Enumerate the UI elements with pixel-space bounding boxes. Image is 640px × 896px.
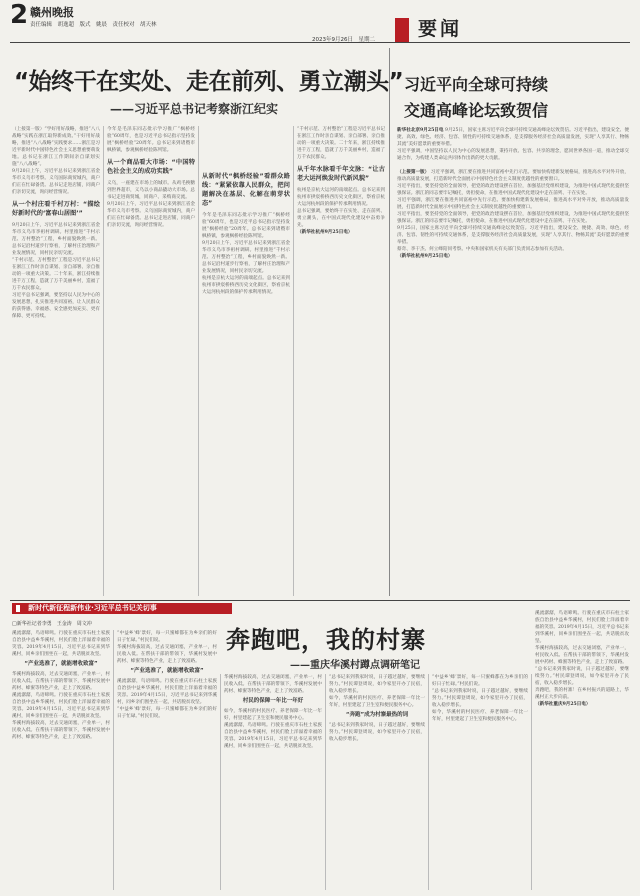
bottom-subhead-4: “奔跑”成为村寨最热的词: [345, 712, 409, 718]
bottom-body-1c: 溪流潺潺，鸟语啼鸣。行驶在重庆市石柱土家族自治县中益乡华溪村，村民们脸上洋溢着幸福的笑容。2019年4月15日，习近平总书记来到华溪村，同乡亲们围坐在一起，共话脱贫攻坚。: [117, 679, 217, 705]
page-number: 2: [10, 0, 29, 30]
right-body-3b: 习近平强调，浙江要在推进共同富裕中先行示范。要加快构建新发展格局，推进高水平对外开放，推动高质量发展，打造新时代全面展示中国特色社会主义制度优越性的重要窗口。: [397, 198, 629, 210]
bottom-body-2c: 华溪村海拔较高，过去交通闭塞，产业单一，村民收入低。在帮扶干部的带领下，华溪村发展中药材、蜂蜜等特色产业，走上了致富路。: [117, 645, 217, 664]
bottom-body-2e: 华溪村海拔较高，过去交通闭塞，产业单一，村民收入低。在帮扶干部的带领下，华溪村发展中药材、蜂蜜等特色产业，走上了致富路。: [535, 646, 629, 665]
lead-subhead-3: 从一个商品看大市场：“中国特色社会主义的成功实践”: [107, 159, 195, 175]
lead-credit: （新华社杭州9月25日电）: [297, 230, 353, 235]
bottom-body-3b: “中益乡‘蜂’景好，每一只蜜蜂都在为乡亲们的好日子忙碌。”村民们说。: [117, 707, 217, 719]
bottom-subtitle: ——重庆华溪村蹲点调研笔记: [290, 660, 420, 671]
lead-subtitle: ——习近平总书记考察浙江纪实: [110, 102, 279, 116]
lead-subhead-4: 从千年水脉看千年文脉：“让古老大运河焕发时代新风貌”: [297, 166, 385, 182]
right-credit: （新华社杭州9月25日电）: [397, 254, 453, 259]
right-headline-1: 习近平向全球可持续: [404, 75, 549, 94]
bottom-column-3: [224, 674, 322, 890]
editors-line: 责任编辑 胡逸超 版式 姚晨 责任校对 胡天林: [30, 22, 157, 28]
lead-body-6: 今年是毛泽东同志批示学习推广“枫桥经验”60周年，也是习近平总书记指示坚持发展“枫桥经验”20周年。总书记来到诸暨市枫桥镇，参观枫桥经验陈列馆。: [107, 127, 195, 153]
bottom-body-5: “总书记来到我家时说，日子越过越好，要继续努力。”村民谭登周说，如今家里开办了民宿，收入稳步增长。: [329, 675, 425, 694]
bottom-column-6: [535, 610, 629, 890]
right-story-body: [397, 127, 629, 595]
banner-mark: [16, 605, 20, 612]
bottom-column-4: [329, 674, 425, 890]
paper-name-logo: 赣州晚报: [30, 6, 74, 19]
lead-body-2: 9月20日上午，习近平总书记来到浙江省金华市义乌市考察。义乌国际商贸城内，商户们正在忙碌备货。总书记走进店铺，同商户们亲切交流，询问经营情况。: [12, 169, 100, 195]
right-body-1: 9月25日，国家主席习近平向全球可持续交通高峰论坛致贺信。习近平指出，建设安全、便捷、高效、绿色、经济、包容、韧性的可持续交通体系，是支撑服务经济社会高质量发展，实现“人享其行、物畅其流”美好愿景的重要举措。: [397, 128, 629, 147]
bottom-body-6: 奔跑吧，我的村寨！在乡村振兴的道路上，华溪村正大步向前。: [535, 688, 629, 700]
bottom-credit: （新华社重庆9月25日电）: [535, 702, 591, 707]
lead-column-4: [297, 126, 385, 596]
right-dateline: 新华社北京9月25日电: [397, 128, 444, 133]
bottom-divider: [10, 600, 630, 601]
lead-body-3b: 9月20日上午，习近平总书记来到浙江省金华市义乌市李祖村调研。村里推进“千村示范、万村整治”工程，乡村面貌焕然一新。总书记沿村道步行察看，了解村庄治理和产业发展情况，同村民亲切交流。: [202, 241, 290, 274]
bottom-body-5d: “总书记来到我家时说，日子越过越好，要继续努力。”村民谭登周说，如今家里开办了民宿，收入稳步增长。: [535, 667, 629, 686]
bottom-byline: □新华社记者李勇 王金涛 周文冲: [12, 621, 92, 627]
right-body-2: 习近平强调，中国坚持以人民为中心的发展思想，秉持开放、包容、共享的理念，愿同世界各国一道，推动全球交通合作，为构建人类命运共同体作出新的更大贡献。: [397, 149, 629, 161]
bottom-subhead-1: “产业选准了，就能增收致富”: [24, 661, 98, 667]
bottom-body-2d: 华溪村海拔较高，过去交通闭塞，产业单一，村民收入低。在帮扶干部的带领下，华溪村发展中药材、蜂蜜等特色产业，走上了致富路。: [224, 675, 322, 694]
bottom-body-1e: 溪流潺潺，鸟语啼鸣。行驶在重庆市石柱土家族自治县中益乡华溪村，村民们脸上洋溢着幸福的笑容。2019年4月15日，习近平总书记来到华溪村，同乡亲们围坐在一起，共话脱贫攻坚。: [535, 611, 629, 644]
bottom-body-1d: 溪流潺潺，鸟语啼鸣。行驶在重庆市石柱土家族自治县中益乡华溪村，村民们脸上洋溢着幸福的笑容。2019年4月15日，习近平总书记来到华溪村，同乡亲们围坐在一起，共话脱贫攻坚。: [224, 723, 322, 749]
bottom-body-1b: 溪流潺潺，鸟语啼鸣。行驶在重庆市石柱土家族自治县中益乡华溪村，村民们脸上洋溢着幸福的笑容。2019年4月15日，习近平总书记来到华溪村，同乡亲们围坐在一起，共话脱贫攻坚。: [12, 693, 110, 719]
section-title: 要闻: [418, 18, 463, 40]
lead-column-1: [12, 126, 100, 596]
right-body-3: 习近平强调，浙江要在推进共同富裕中先行示范。要加快构建新发展格局，推进高水平对外开放，推动高质量发展，打造新时代全面展示中国特色社会主义制度优越性的重要窗口。: [397, 170, 629, 182]
bottom-body-4c: 如今，华溪村的村民医疗、养老保障一年比一年好，村里建起了卫生室和便民服务中心。: [432, 710, 528, 722]
lead-column-3: [202, 126, 290, 596]
bottom-body-3c: “中益乡‘蜂’景好，每一只蜜蜂都在为乡亲们的好日子忙碌。”村民们说。: [432, 675, 528, 687]
right-sub-label: （上接第一版）: [397, 170, 430, 175]
bottom-subhead-3: 村民的保障一年比一年好: [242, 698, 304, 704]
issue-date: 2023年9月26日 星期二: [312, 37, 375, 43]
lead-body-1: （上接第一版）“学好用好战略，推进“八八战略”实践在浙江取得新成效。”干好用好战略，推进“八八战略”实践要求……浙江是习近平新时代中国特色社会主义思想重要萌发地。总书记在浙江工作期间亲自谋划实施“八八战略”。: [12, 127, 100, 167]
bottom-banner: [12, 603, 232, 614]
right-body-4b: 习近平指出，要坚持党的全面领导，把党的政治建设摆在首位，加强基层党组织建设，为推进中国式现代化提供坚强保证。浙江的同志要牢记嘱托，勇担使命，在推进中国式现代化建设中走在前列、干在实处。: [397, 212, 629, 224]
section-mark: [395, 18, 409, 42]
bottom-body-5c: “总书记来到我家时说，日子越过越好，要继续努力。”村民谭登周说，如今家里开办了民宿，收入稳步增长。: [432, 689, 528, 708]
bottom-body-2b: 华溪村海拔较高，过去交通闭塞，产业单一，村民收入低。在帮扶干部的带领下，华溪村发展中药材、蜂蜜等特色产业，走上了致富路。: [12, 721, 110, 740]
bottom-column-1: [12, 630, 110, 890]
lead-subhead-2: 从新时代“枫桥经验”看群众路线：“紧紧依靠人民群众，把问题解决在基层、化解在萌芽状态”: [202, 173, 290, 207]
right-body-5: 蔡奇、李干杰、何立峰陪同考察。中央和国家机关有关部门负责同志参加有关活动。: [397, 247, 567, 252]
lead-body-2-cont: 9月20日上午，习近平总书记来到浙江省金华市义乌市考察。义乌国际商贸城内，商户们正在忙碌备货。总书记走进店铺，同商户们亲切交流，询问经营情况。: [107, 202, 195, 228]
bottom-body-3: “中益乡‘蜂’景好，每一只蜜蜂都在为乡亲们的好日子忙碌。”村民们说。: [117, 631, 217, 643]
lead-body-3: 9月20日上午，习近平总书记来到浙江省金华市义乌市李祖村调研。村里推进“千村示范、万村整治”工程，乡村面貌焕然一新。总书记沿村道步行察看，了解村庄治理和产业发展情况，同村民亲切交流。: [12, 223, 100, 256]
right-body-4: 习近平指出，要坚持党的全面领导，把党的政治建设摆在首位，加强基层党组织建设，为推进中国式现代化提供坚强保证。浙江的同志要牢记嘱托，勇担使命，在推进中国式现代化建设中走在前列、干在实处。: [397, 184, 629, 196]
lead-headline: “始终干在实处、走在前列、勇立潮头”: [14, 69, 404, 95]
banner-text: 新时代新征程新伟业·习近平总书记关切事: [28, 604, 157, 612]
bottom-body-4: 如今，华溪村的村民医疗、养老保障一年比一年好，村里建起了卫生室和便民服务中心。: [224, 709, 322, 721]
lead-subhead-1: 从一个村庄看千村万村：“描绘好新时代的‘富春山居图’”: [12, 201, 100, 217]
lead-body-4b: “千村示范、万村整治”工程是习近平总书记在浙江工作时亲自谋划、亲自部署、亲自推动的一项重大决策。二十年来，浙江持续推进千万工程，造就了万千美丽乡村，造福了万千农民群众。: [297, 127, 385, 160]
right-headline-2: 交通高峰论坛致贺信: [404, 101, 549, 120]
bottom-column-2: [117, 630, 217, 890]
lead-body-8b: 杭州是京杭大运河的南端起点。总书记来到杭州市拱宸桥桥西历史文化街区，察看京杭大运河杭州段的保护传承利用情况。: [202, 276, 290, 295]
bottom-body-2: 华溪村海拔较高，过去交通闭塞，产业单一，村民收入低。在帮扶干部的带领下，华溪村发展中药材、蜂蜜等特色产业，走上了致富路。: [12, 672, 110, 691]
lead-body-4: “千村示范、万村整治”工程是习近平总书记在浙江工作时亲自谋划、亲自部署、亲自推动的一项重大决策。二十年来，浙江持续推进千万工程，造就了万千美丽乡村，造福了万千农民群众。: [12, 258, 100, 291]
lead-column-2: [107, 126, 195, 596]
masthead-rule: [10, 42, 630, 43]
bottom-body-1: 溪流潺潺，鸟语啼鸣。行驶在重庆市石柱土家族自治县中益乡华溪村，村民们脸上洋溢着幸福的笑容。2019年4月15日，习近平总书记来到华溪村，同乡亲们围坐在一起，共话脱贫攻坚。: [12, 631, 110, 657]
lead-body-6b: 今年是毛泽东同志批示学习推广“枫桥经验”60周年，也是习近平总书记指示坚持发展“枫桥经验”20周年。总书记来到诸暨市枫桥镇，参观枫桥经验陈列馆。: [202, 213, 290, 239]
right-body-1b: 9月25日，国家主席习近平向全球可持续交通高峰论坛致贺信。习近平指出，建设安全、便捷、高效、绿色、经济、包容、韧性的可持续交通体系，是支撑服务经济社会高质量发展，实现“人享其行、物畅其流”美好愿景的重要举措。: [397, 226, 629, 245]
lead-body-9: 总书记强调，要始终干在实处、走在前列、勇立潮头，在中国式现代化建设中奋勇争先。: [297, 209, 385, 228]
bottom-body-4b: 如今，华溪村的村民医疗、养老保障一年比一年好，村里建起了卫生室和便民服务中心。: [329, 696, 425, 708]
bottom-headline: 奔跑吧，我的村寨: [226, 626, 426, 654]
lead-body-7: 义乌，一座建在市场上的城市。从鸡毛换糖到世界超市，义乌以小商品撬动大市场。总书记走进商贸城，同商户、采购商交流。: [107, 181, 195, 200]
lead-body-8: 杭州是京杭大运河的南端起点。总书记来到杭州市拱宸桥桥西历史文化街区，察看京杭大运河杭州段的保护传承利用情况。: [297, 188, 385, 207]
bottom-column-5: [432, 674, 528, 890]
lead-body-5: 习近平总书记强调，要坚持以人民为中心的发展思想，扎实推进共同富裕，让人民群众的获得感、幸福感、安全感更加充实、更有保障、更可持续。: [12, 293, 100, 319]
bottom-body-5b: “总书记来到我家时说，日子越过越好，要继续努力。”村民谭登周说，如今家里开办了民宿，收入稳步增长。: [329, 723, 425, 742]
bottom-subhead-2: “产业选准了，就能增收致富”: [130, 668, 204, 674]
